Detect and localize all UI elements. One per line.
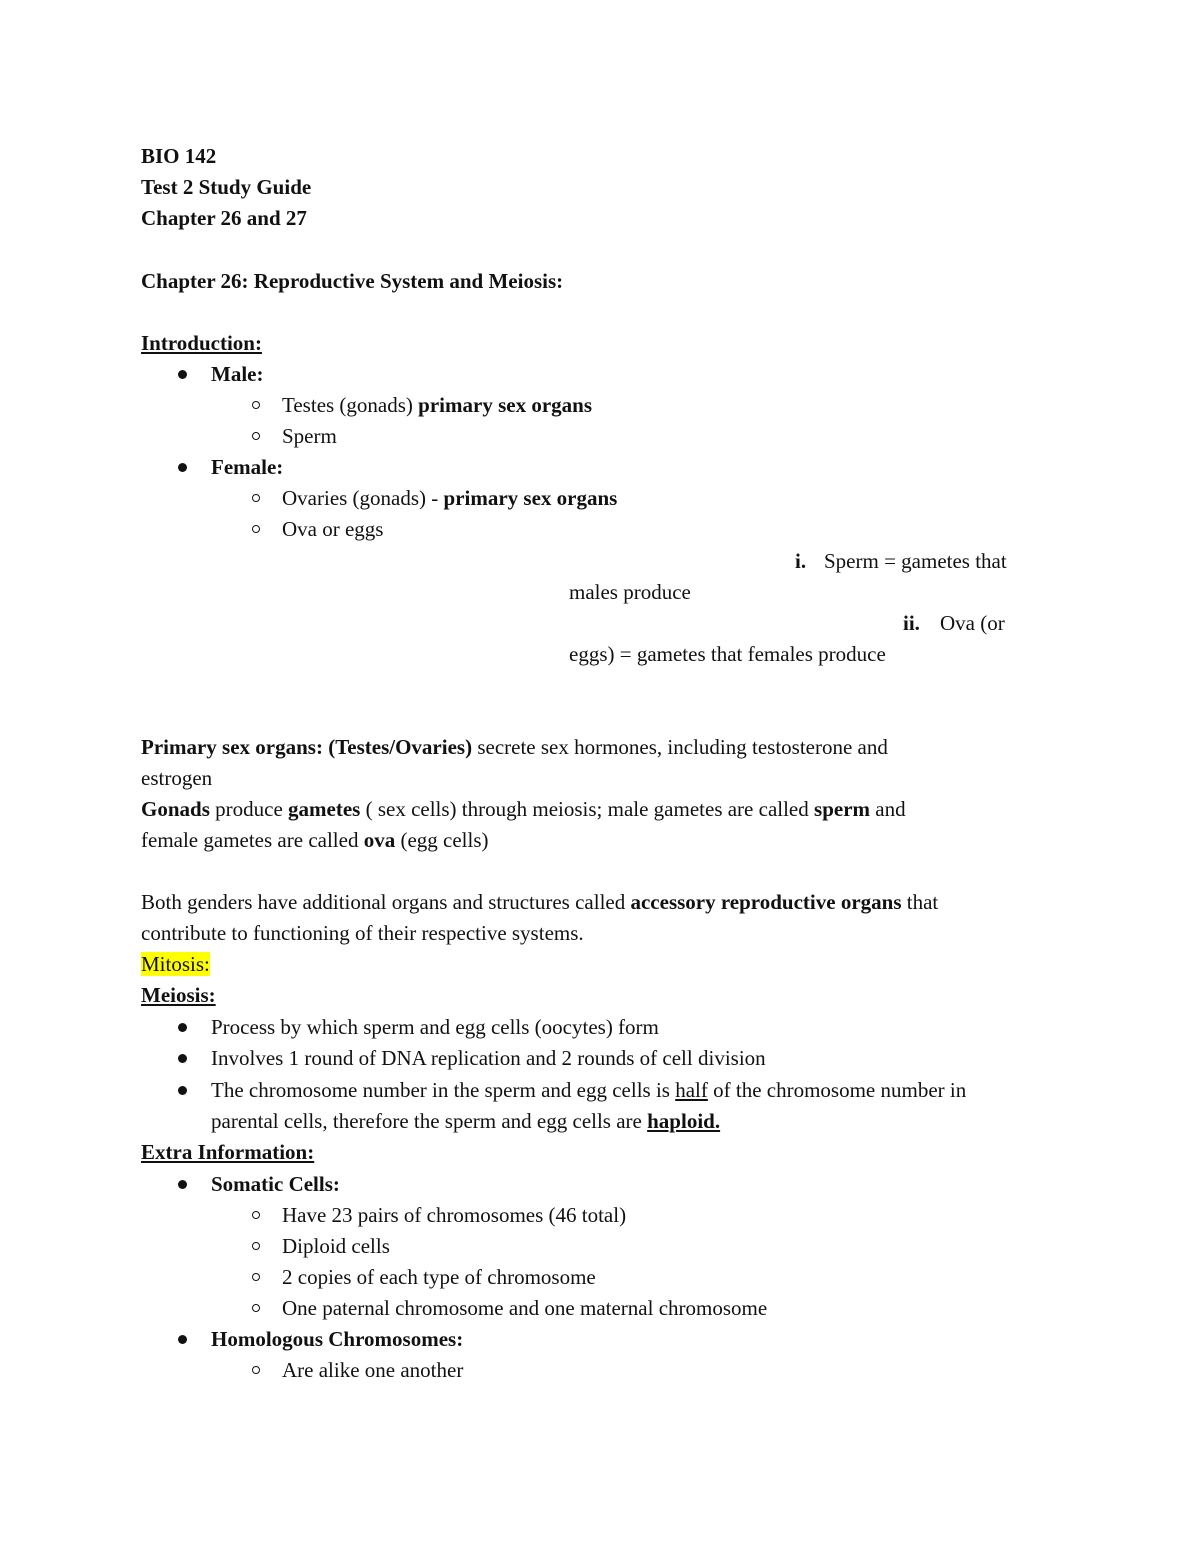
mitosis-label — [141, 952, 210, 976]
bullet-icon — [178, 1335, 187, 1344]
circle-bullet-icon — [252, 401, 260, 409]
bullet-icon — [178, 370, 187, 379]
bullet-icon — [178, 1054, 187, 1063]
bold-text: accessory reproductive organs — [630, 890, 902, 914]
paragraph-accessory-organs-cont: contribute to functioning of their respective systems. — [141, 921, 584, 945]
somatic-item-4: One paternal chromosome and one maternal chromosome — [282, 1296, 768, 1320]
circle-bullet-icon — [252, 525, 260, 533]
meiosis-item-3 — [211, 1078, 966, 1102]
roman-item-ii-line2: eggs) = gametes that females produce — [569, 642, 886, 666]
text: The chromosome number in the sperm and egg cells is — [211, 1078, 676, 1102]
text: ( sex cells) through meiosis; male gametes are called — [360, 797, 815, 821]
circle-bullet-icon — [252, 1366, 260, 1374]
bold-text: gametes — [288, 797, 361, 821]
text: parental cells, therefore the sperm and egg cells are — [211, 1109, 648, 1133]
paragraph-gonads-cont — [141, 828, 489, 852]
male-item-sperm: Sperm — [282, 424, 337, 448]
highlighted-text: Mitosis: — [141, 952, 210, 976]
paragraph-primary-sex-organs — [141, 735, 888, 759]
text: female gametes are called — [141, 828, 364, 852]
item-bold-text: primary sex organs — [443, 486, 618, 510]
text: that — [901, 890, 939, 914]
text: Both genders have additional organs and structures called — [141, 890, 631, 914]
homologous-item-1: Are alike one another — [282, 1358, 464, 1382]
bullet-icon — [178, 463, 187, 472]
bold-text: Primary sex organs: (Testes/Ovaries) — [141, 735, 473, 759]
male-item-testes — [282, 393, 592, 417]
somatic-item-1: Have 23 pairs of chromosomes (46 total) — [282, 1203, 627, 1227]
text: produce — [209, 797, 289, 821]
roman-numeral-i: i. — [795, 549, 807, 573]
chapters-covered: Chapter 26 and 27 — [141, 206, 307, 230]
meiosis-item-1: Process by which sperm and egg cells (oocytes) form — [211, 1015, 659, 1039]
meiosis-item-2: Involves 1 round of DNA replication and 2 rounds of cell division — [211, 1046, 766, 1070]
roman-item-i-line1: Sperm = gametes that — [824, 549, 1007, 573]
circle-bullet-icon — [252, 494, 260, 502]
chapter-heading: Chapter 26: Reproductive System and Meiosis: — [141, 269, 564, 293]
document-title: Test 2 Study Guide — [141, 175, 312, 199]
circle-bullet-icon — [252, 432, 260, 440]
meiosis-item-3-cont — [211, 1109, 720, 1133]
bullet-icon — [178, 1023, 187, 1032]
text: and — [870, 797, 906, 821]
item-bold-text: primary sex organs — [418, 393, 592, 417]
male-label: Male: — [211, 362, 264, 386]
item-text: Testes (gonads) — [282, 393, 419, 417]
bold-text: Gonads — [141, 797, 210, 821]
somatic-item-3: 2 copies of each type of chromosome — [282, 1265, 596, 1289]
text: secrete sex hormones, including testosterone and — [472, 735, 888, 759]
roman-numeral-ii: ii. — [903, 611, 920, 635]
roman-item-ii-line1: Ova (or — [940, 611, 1005, 635]
paragraph-accessory-organs — [141, 890, 938, 914]
text: of the chromosome number in — [707, 1078, 967, 1102]
roman-item-i-line2: males produce — [569, 580, 691, 604]
paragraph-primary-sex-organs-cont: estrogen — [141, 766, 213, 790]
text: (egg cells) — [395, 828, 489, 852]
course-code: BIO 142 — [141, 144, 217, 168]
circle-bullet-icon — [252, 1211, 260, 1219]
circle-bullet-icon — [252, 1304, 260, 1312]
somatic-item-2: Diploid cells — [282, 1234, 390, 1258]
somatic-cells-label: Somatic Cells: — [211, 1172, 340, 1196]
item-text: Ovaries (gonads) - — [282, 486, 444, 510]
extra-info-heading: Extra Information: — [141, 1140, 315, 1164]
circle-bullet-icon — [252, 1273, 260, 1281]
bullet-icon — [178, 1180, 187, 1189]
homologous-label: Homologous Chromosomes: — [211, 1327, 464, 1351]
female-item-ovaries — [282, 486, 617, 510]
meiosis-heading: Meiosis: — [141, 983, 216, 1007]
female-label: Female: — [211, 455, 284, 479]
female-item-ova: Ova or eggs — [282, 517, 384, 541]
bold-underlined-text: haploid. — [647, 1109, 721, 1133]
bold-text: sperm — [814, 797, 871, 821]
paragraph-gonads — [141, 797, 906, 821]
bold-text: ova — [363, 828, 396, 852]
introduction-heading: Introduction: — [141, 331, 262, 355]
underlined-text: half — [675, 1078, 708, 1102]
bullet-icon — [178, 1086, 187, 1095]
circle-bullet-icon — [252, 1242, 260, 1250]
